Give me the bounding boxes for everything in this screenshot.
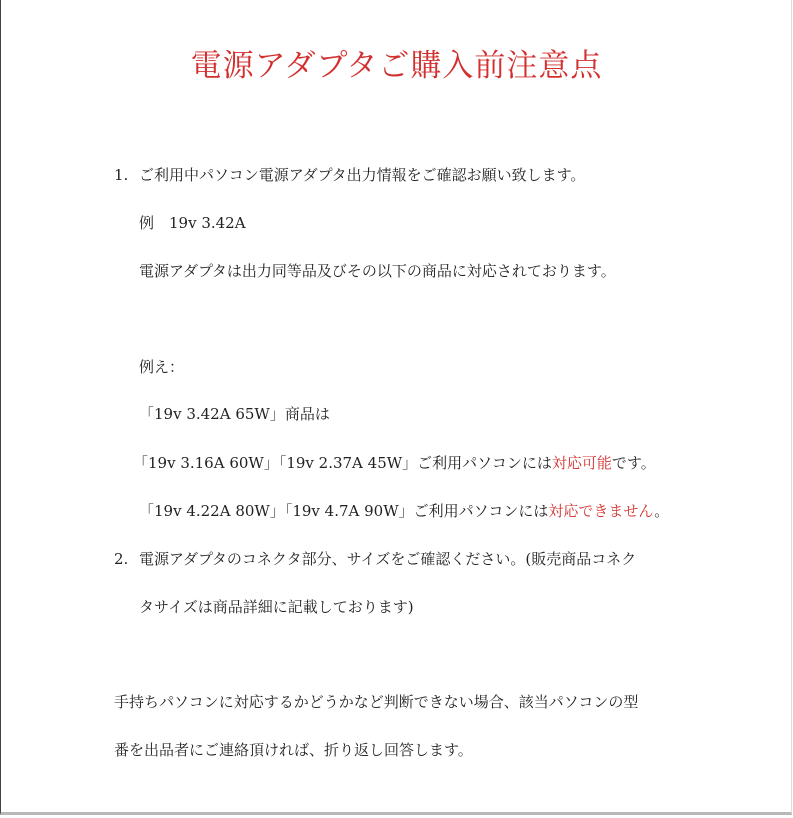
example-label: 例え： (139, 358, 185, 376)
list-number-1: 1. (114, 166, 129, 184)
footer-line1: 手持ちパソコンに対応するかどうかなど判断できない場合、該当パソコンの型 (114, 693, 639, 711)
compatible-prefix: 「19v 3.16A 60W」「19v 2.37A 45W」ご利用パソコンには (133, 454, 552, 472)
incompatible-suffix: 。 (654, 502, 670, 520)
item1-note: 電源アダプタは出力同等品及びその以下の商品に対応されております。 (139, 262, 616, 280)
item2-text-line2: タサイズは商品詳細に記載しております) (139, 598, 414, 616)
item2-text-line1: 電源アダプタのコネクタ部分、サイズをご確認ください。(販売商品コネク (139, 550, 637, 568)
incompatible-line (139, 499, 669, 523)
incompatible-prefix: 「19v 4.22A 80W」「19v 4.7A 90W」ご利用パソコンには (139, 502, 549, 520)
page-title: 電源アダプタご購入前注意点 (190, 48, 603, 84)
compatible-line (133, 451, 656, 475)
list-number-2: 2. (114, 550, 129, 568)
compatible-suffix: です。 (611, 454, 656, 472)
item1-example: 例 19v 3.42A (139, 214, 246, 232)
incompatible-highlight: 対応できません (548, 502, 655, 520)
footer-line2: 番を出品者にご連絡頂ければ、折り返し回答します。 (114, 741, 473, 759)
product-line: 「19v 3.42A 65W」商品は (139, 405, 330, 423)
item1-text: ご利用中パソコン電源アダプタ出力情報をご確認お願い致します。 (139, 166, 586, 184)
compatible-highlight: 対応可能 (551, 454, 612, 472)
